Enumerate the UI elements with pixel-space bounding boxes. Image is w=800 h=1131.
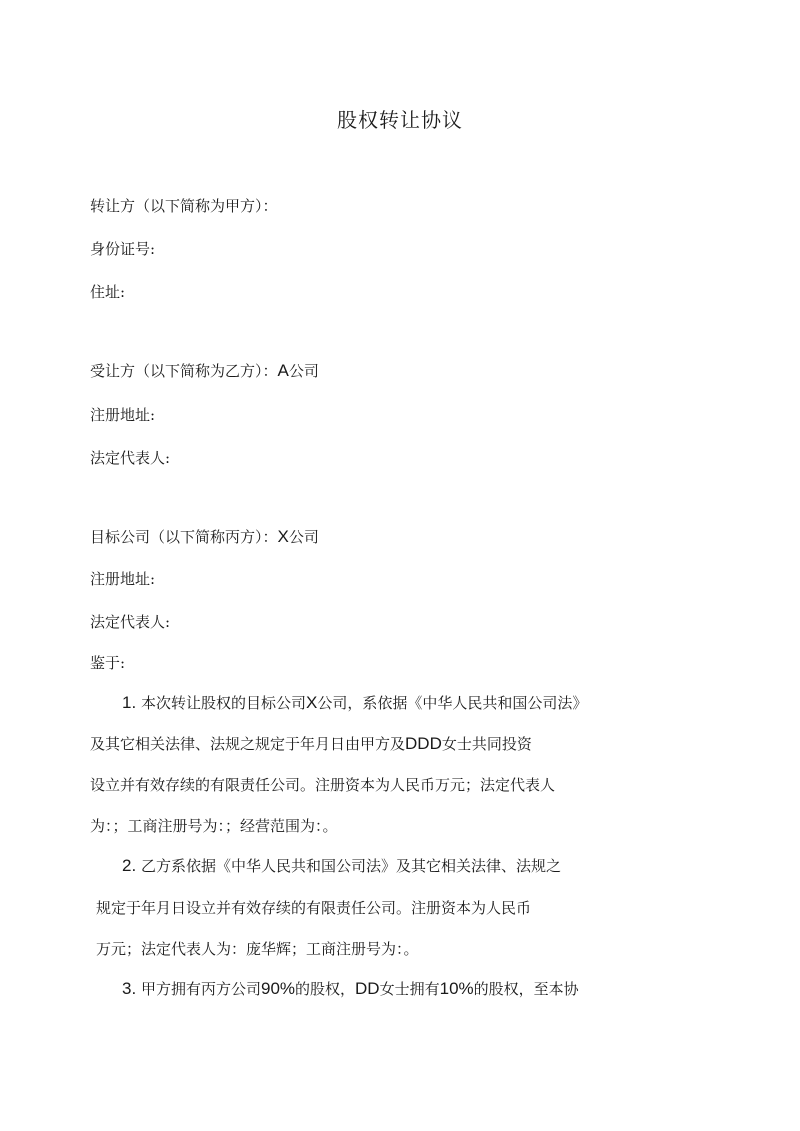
clause2-number: 2.	[122, 856, 137, 875]
clause1-company-code: X	[305, 693, 318, 712]
transferee-address-label: 注册地址:	[90, 406, 156, 424]
clause3-text-a: 甲方拥有丙方公司	[140, 980, 261, 998]
clause2-line2: 规定于年月日设立并有效存续的有限责任公司。注册资本为人民币	[96, 899, 532, 917]
transferee-line	[90, 360, 319, 382]
transferor-label: 转让方（以下简称为甲方）：	[90, 197, 278, 215]
clause1-line2-c: 女士共同投资	[441, 735, 532, 753]
clause1-line4: 为：；工商注册号为：；经营范围为：。	[90, 817, 338, 835]
target-company-code: X	[277, 527, 289, 546]
transferor-address-label: 住址:	[90, 283, 126, 301]
document-title: 股权转让协议	[337, 108, 463, 132]
clause1-text-a: 本次转让股权的目标公司	[140, 694, 306, 712]
clause3-percent-a: 90%	[260, 979, 296, 998]
clause3-text-e: 女士拥有	[379, 980, 440, 998]
clause3-percent-b: 10%	[439, 979, 474, 998]
clause2-line1	[122, 855, 561, 877]
clause1-line2-name: DDD	[405, 734, 442, 753]
clause1-line1	[122, 692, 587, 714]
target-rep-label: 法定代表人:	[90, 613, 171, 631]
transferee-rep-label: 法定代表人:	[90, 449, 171, 467]
target-label: 目标公司（以下简称丙方）：	[90, 528, 278, 546]
target-line	[90, 526, 319, 548]
clause1-number: 1.	[122, 693, 137, 712]
clause2-line3: 万元；法定代表人为：庞华辉；工商注册号为：。	[96, 940, 419, 958]
clause3-text-c: 的股权，	[295, 980, 356, 998]
clause1-line2-a: 及其它相关法律、法规之规定于年月日由甲方及	[90, 735, 406, 753]
clause1-text-c: 公司，系依据《中华人民共和国公司法》	[317, 694, 588, 712]
clause3-line1	[122, 978, 579, 1000]
transferee-company-code: A	[277, 361, 289, 380]
target-company-suffix: 公司	[288, 528, 319, 546]
transferee-label: 受让方（以下简称为乙方）：	[90, 362, 278, 380]
transferee-company-suffix: 公司	[288, 362, 319, 380]
target-address-label: 注册地址:	[90, 570, 156, 588]
clause3-name: DD	[355, 979, 380, 998]
transferor-id-label: 身份证号:	[90, 240, 156, 258]
clause2-text: 乙方系依据《中华人民共和国公司法》及其它相关法律、法规之	[140, 857, 561, 875]
clause3-number: 3.	[122, 979, 137, 998]
clause1-line3: 设立并有效存续的有限责任公司。注册资本为人民币万元；法定代表人	[90, 776, 556, 794]
clause3-text-g: 的股权，至本协	[473, 980, 579, 998]
clause1-line2	[90, 733, 532, 755]
whereas-label: 鉴于:	[90, 654, 126, 672]
